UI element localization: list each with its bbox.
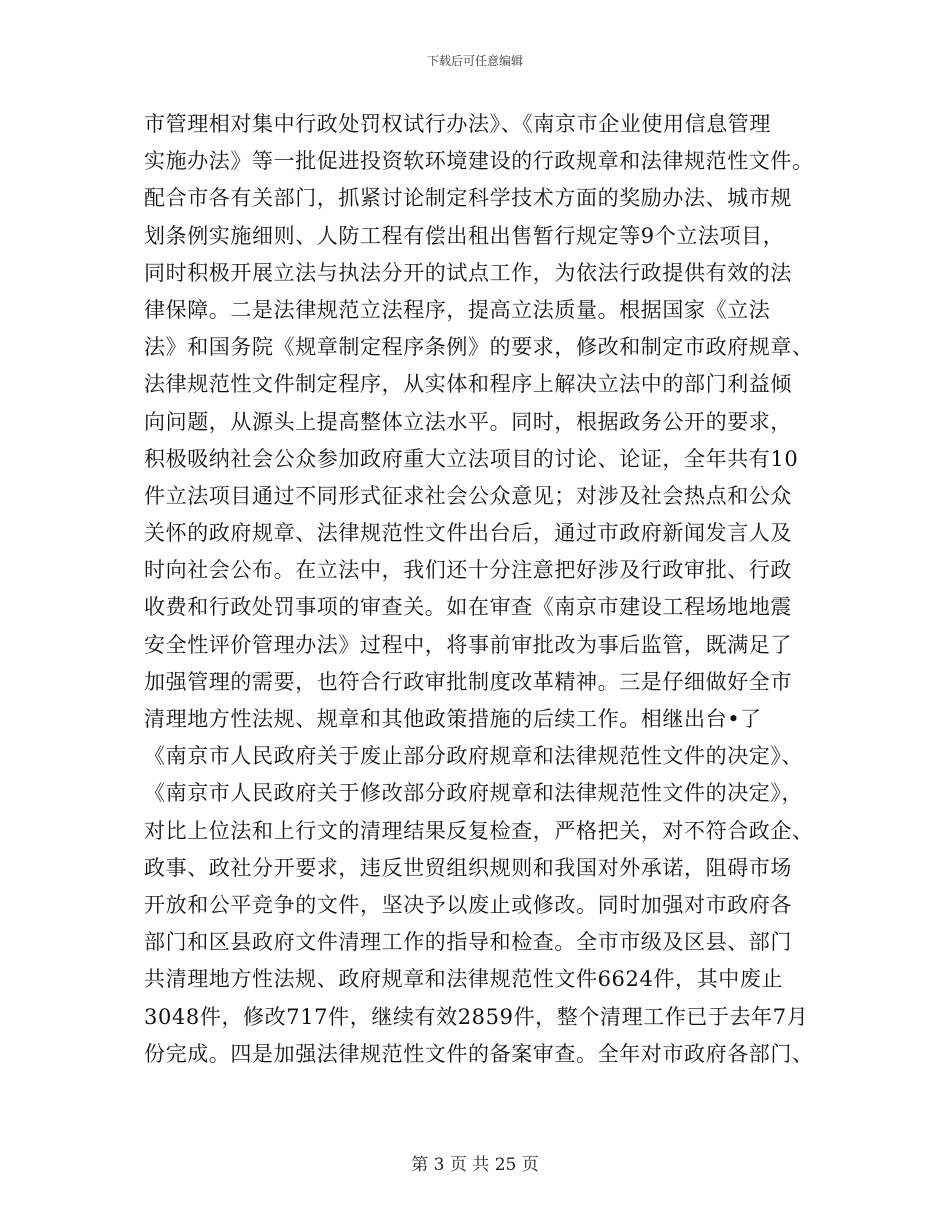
body-line: 律保障。二是法律规范立法程序，提高立法质量。根据国家《立法	[144, 297, 771, 322]
page-number-middle: 页 共	[449, 1155, 490, 1175]
body-line: 3048件，修改717件，继续有效2859件，整个清理工作已于去年7月	[144, 1004, 809, 1029]
body-line: 积极吸纳社会公众参加政府重大立法项目的讨论、论证，全年共有10	[144, 446, 799, 471]
body-line: 部门和区县政府文件清理工作的指导和检查。全市市级及区县、部门	[144, 930, 792, 955]
total-page-count: 25	[494, 1155, 517, 1175]
body-line: 共清理地方性法规、政府规章和法律规范性文件6624件，其中废止	[144, 967, 784, 992]
body-line: 法律规范性文件制定程序，从实体和程序上解决立法中的部门利益倾	[144, 372, 792, 397]
body-line: 配合市各有关部门，抓紧讨论制定科学技术方面的奖励办法、城市规	[144, 186, 792, 211]
body-line: 收费和行政处罚事项的审查关。如在审查《南京市建设工程场地地震	[144, 595, 792, 620]
body-line: 《南京市人民政府关于废止部分政府规章和法律规范性文件的决定》、	[144, 744, 804, 769]
body-line: 《南京市人民政府关于修改部分政府规章和法律规范性文件的决定》，	[144, 781, 804, 806]
body-line: 加强管理的需要，也符合行政审批制度改革精神。三是仔细做好全市	[144, 669, 792, 694]
document-body	[144, 106, 814, 1073]
body-line: 份完成。四是加强法律规范性文件的备案审查。全年对市政府各部门、	[144, 1041, 814, 1066]
current-page-number: 3	[433, 1155, 445, 1175]
body-line: 同时积极开展立法与执法分开的试点工作，为依法行政提供有效的法	[144, 260, 792, 285]
body-line: 向问题，从源头上提高整体立法水平。同时，根据政务公开的要求，	[144, 409, 792, 434]
body-line: 市管理相对集中行政处罚权试行办法》、《南京市企业使用信息管理	[144, 112, 771, 136]
page-footer	[0, 1154, 950, 1176]
page-number-prefix: 第	[411, 1155, 429, 1175]
body-line: 划条例实施细则、人防工程有偿出租出售暂行规定等9个立法项目，	[144, 223, 785, 248]
page-header-note: 下载后可任意编辑	[426, 54, 523, 68]
body-line: 安全性评价管理办法》过程中，将事前审批改为事后监管，既满足了	[144, 632, 792, 657]
page-number-suffix: 页	[521, 1155, 539, 1175]
body-line: 清理地方性法规、规章和其他政策措施的后续工作。相继出台•了	[144, 707, 762, 731]
body-line: 关怀的政府规章、法律规范性文件出台后，通过市政府新闻发言人及	[144, 521, 792, 546]
body-line: 法》和国务院《规章制定程序条例》的要求，修改和制定市政府规章、	[144, 335, 814, 360]
body-line: 对比上位法和上行文的清理结果反复检查，严格把关，对不符合政企、	[144, 818, 814, 843]
body-line: 实施办法》等一批促进投资软环境建设的行政规章和法律规范性文件。	[144, 149, 814, 174]
body-line: 开放和公平竞争的文件，坚决予以废止或修改。同时加强对市政府各	[144, 892, 792, 917]
body-line: 政事、政社分开要求，违反世贸组织规则和我国对外承诺，阻碍市场	[144, 855, 792, 880]
body-line: 件立法项目通过不同形式征求社会公众意见；对涉及社会热点和公众	[144, 483, 792, 508]
body-line: 时向社会公布。在立法中，我们还十分注意把好涉及行政审批、行政	[144, 558, 792, 583]
